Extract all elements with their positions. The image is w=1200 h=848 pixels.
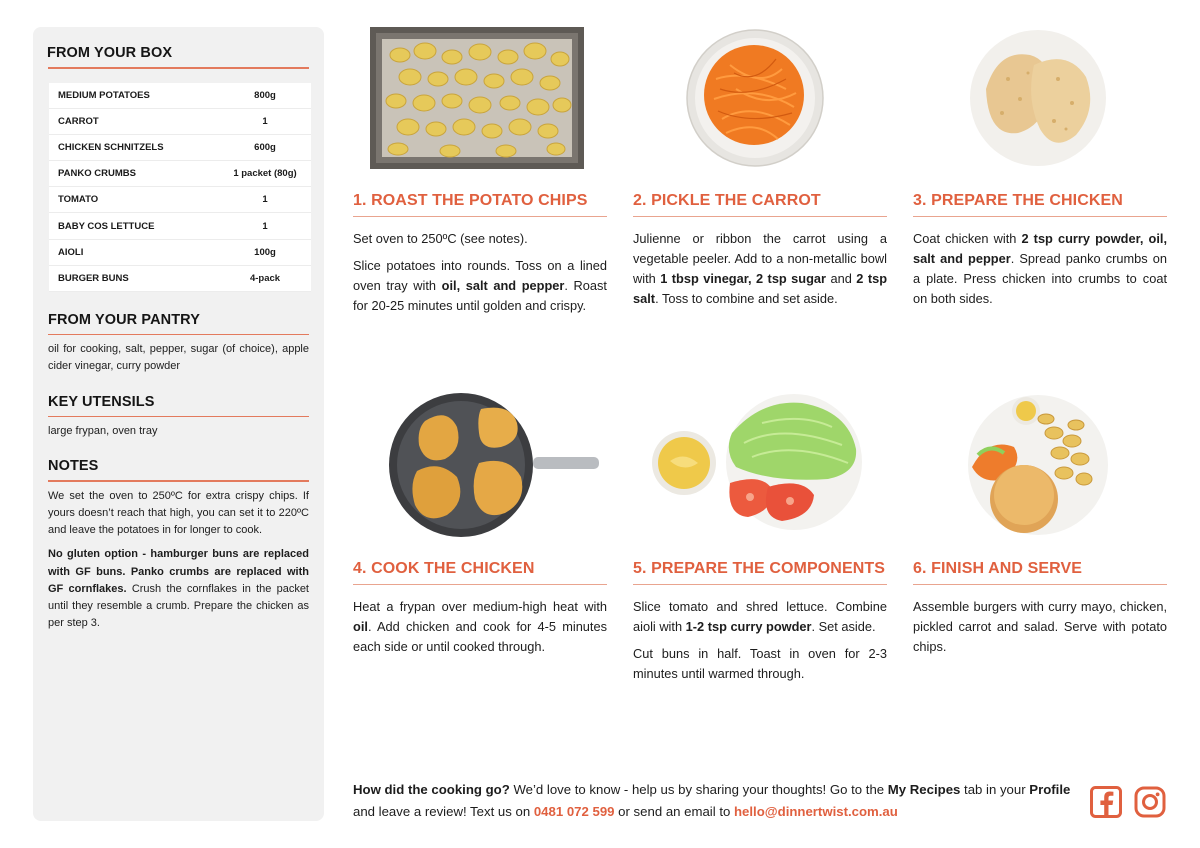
ingredient-qty: 1: [219, 187, 311, 213]
step-title-rule: [353, 584, 607, 585]
step-ingredient-bold: 2 tsp salt: [633, 271, 888, 306]
step-text: Heat a frypan over medium-high heat with: [353, 599, 607, 614]
step-paragraph: [633, 597, 887, 637]
ingredient-row: [49, 239, 311, 265]
step-title-rule: [913, 216, 1167, 217]
notes-rule: [48, 480, 309, 482]
step-text: . Spread panko crumbs on a plate. Press chicken into crumbs to coat on both sides.: [913, 251, 1167, 306]
utensils-text: large frypan, oven tray: [48, 425, 158, 438]
step-title-rule: [913, 584, 1167, 585]
ingredient-name: CARROT: [49, 109, 219, 135]
ingredient-name: CHICKEN SCHNITZELS: [49, 135, 219, 161]
ingredient-name: BABY COS LETTUCE: [49, 213, 219, 239]
step-3-header: [913, 192, 1167, 217]
pantry-text: oil for cooking, salt, pepper, sugar (of choice), apple cider vinegar, curry powder: [48, 343, 309, 373]
step-title-rule: [353, 216, 607, 217]
step-ingredient-bold: oil: [353, 619, 368, 634]
notes-gluten-rest: Crush the cornflakes in the packet until they resemble a crumb. Prepare the chicken as per step 3.: [48, 582, 309, 630]
step-title-rule: [633, 216, 887, 217]
step-text: and: [826, 271, 857, 286]
box-title-rule: [48, 67, 309, 69]
step-title: 2. PICKLE THE CARROT: [633, 192, 821, 209]
ingredient-row: [49, 213, 311, 239]
notes-section: [48, 458, 309, 632]
from-your-pantry-title: FROM YOUR PANTRY: [48, 311, 200, 328]
frypan-chicken-photo: [385, 393, 601, 537]
utensils-rule: [48, 416, 309, 418]
ingredient-qty: 800g: [219, 83, 311, 109]
ingredient-row: [49, 83, 311, 109]
step-text: . Toss to combine and set aside.: [655, 291, 838, 306]
ingredients-table: [49, 83, 311, 292]
step-text: Cut buns in half. Toast in oven for 2-3 minutes until warmed through.: [633, 646, 887, 681]
step-title: 6. FINISH AND SERVE: [913, 560, 1083, 577]
notes-paragraph-2: [48, 546, 309, 632]
ingredient-row: [49, 135, 311, 161]
carrot-bowl-photo: [686, 29, 824, 167]
footer-text-4: or send an email to: [614, 804, 734, 819]
crumbed-chicken-photo: [968, 29, 1108, 167]
phone-number-link[interactable]: 0481 072 599: [533, 804, 615, 819]
step-6-header: [913, 560, 1167, 585]
instagram-icon[interactable]: [1134, 786, 1166, 818]
review-footer: [353, 779, 1073, 823]
step-4-header: [353, 560, 607, 585]
step-ingredient-bold: 2 tsp curry powder, oil, salt and pepper: [913, 231, 1167, 266]
footer-question: How did the cooking go?: [353, 782, 510, 797]
step-text: Coat chicken with: [913, 231, 1022, 246]
ingredient-qty: 1: [219, 109, 311, 135]
ingredient-qty: 1 packet (80g): [219, 161, 311, 187]
step-title: 3. PREPARE THE CHICKEN: [913, 192, 1123, 209]
step-ingredient-bold: oil, salt and pepper: [441, 278, 565, 293]
ingredient-name: BURGER BUNS: [49, 265, 219, 291]
footer-text-3: and leave a review! Text us on: [353, 804, 534, 819]
step-text: Set oven to 250ºC (see notes).: [353, 231, 528, 246]
step-paragraph: [353, 256, 607, 316]
ingredient-qty: 4-pack: [219, 265, 311, 291]
pantry-rule: [48, 334, 309, 336]
step-paragraph: [633, 229, 887, 309]
step-5-header: [633, 560, 887, 585]
step-paragraph: [913, 229, 1167, 309]
step-paragraph: [353, 597, 607, 657]
ingredient-name: AIOLI: [49, 239, 219, 265]
step-1-body: [353, 229, 607, 316]
step-4-body: [353, 597, 607, 657]
step-text: Slice potatoes into rounds. Toss on a lined oven tray with: [353, 258, 607, 293]
ingredient-name: PANKO CRUMBS: [49, 161, 219, 187]
email-link[interactable]: hello@dinnertwist.com.au: [734, 804, 898, 819]
step-paragraph: [913, 597, 1167, 657]
profile-link[interactable]: Profile: [1029, 782, 1071, 797]
ingredients-sidebar: [33, 27, 324, 821]
ingredient-qty: 1: [219, 213, 311, 239]
potato-tray-photo: [370, 27, 584, 169]
step-text: . Add chicken and cook for 4-5 minutes each side or until cooked through.: [353, 619, 607, 654]
ingredient-name: MEDIUM POTATOES: [49, 83, 219, 109]
from-your-box-title: FROM YOUR BOX: [47, 45, 173, 61]
step-title: 1. ROAST THE POTATO CHIPS: [353, 192, 588, 209]
step-6-body: [913, 597, 1167, 657]
footer-text-1: We’d love to know - help us by sharing your thoughts! Go to the: [509, 782, 888, 797]
step-paragraph: [353, 229, 607, 249]
key-utensils-title: KEY UTENSILS: [48, 393, 155, 410]
step-text: . Roast for 20-25 minutes until golden and crispy.: [353, 278, 607, 313]
ingredient-qty: 600g: [219, 135, 311, 161]
ingredient-row: [49, 265, 311, 291]
step-title: 4. COOK THE CHICKEN: [353, 560, 535, 577]
salad-aioli-photo: [652, 393, 862, 531]
step-text: Julienne or ribbon the carrot using a vegetable peeler. Add to a non-metallic bowl with: [633, 231, 887, 286]
facebook-icon[interactable]: [1090, 786, 1122, 818]
my-recipes-link[interactable]: My Recipes: [887, 782, 961, 797]
ingredient-row: [49, 187, 311, 213]
step-3-body: [913, 229, 1167, 309]
step-2-body: [633, 229, 887, 309]
utensils-section: [48, 394, 309, 441]
step-5-body: [633, 597, 887, 684]
step-text: . Set aside.: [811, 619, 876, 634]
step-ingredient-bold: 1 tbsp vinegar, 2 tsp sugar: [660, 271, 827, 286]
step-1-header: [353, 192, 607, 217]
step-title: 5. PREPARE THE COMPONENTS: [633, 560, 886, 577]
footer-text-2: tab in your: [960, 782, 1030, 797]
ingredient-name: TOMATO: [49, 187, 219, 213]
step-ingredient-bold: 1-2 tsp curry powder: [685, 619, 812, 634]
step-text: Slice tomato and shred lettuce. Combine aioli with: [633, 599, 887, 634]
step-title-rule: [633, 584, 887, 585]
pantry-section: [48, 312, 309, 376]
notes-title: NOTES: [48, 458, 99, 475]
step-paragraph: [633, 644, 887, 684]
step-text: Assemble burgers with curry mayo, chicken, pickled carrot and salad. Serve with potato chips.: [913, 599, 1167, 654]
ingredient-row: [49, 161, 311, 187]
ingredient-row: [49, 109, 311, 135]
burger-plate-photo: [964, 393, 1110, 535]
ingredient-qty: 100g: [219, 239, 311, 265]
notes-paragraph-1: We set the oven to 250ºC for extra crispy chips. If yours doesn’t reach that high, you can set it to 220ºC and leave the potatoes in for longer to cook.: [48, 489, 309, 537]
notes-gluten-bold: No gluten option - hamburger buns are replaced with GF buns. Panko crumbs are replaced with GF cornflakes.: [48, 548, 309, 595]
step-2-header: [633, 192, 887, 217]
